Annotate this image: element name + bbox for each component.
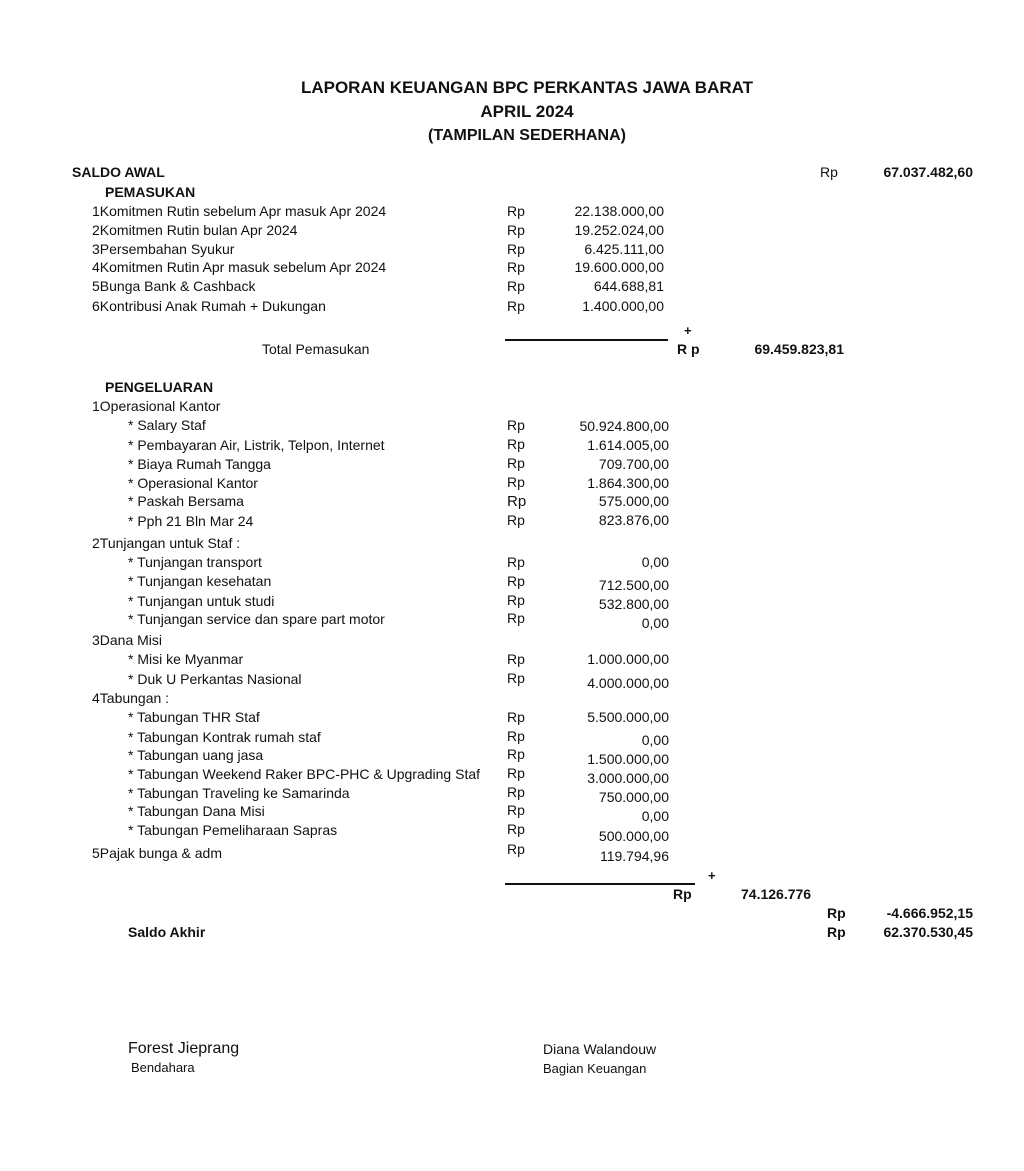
pengeluaran-currency: Rp — [507, 573, 525, 589]
signature-name: Diana Walandouw — [543, 1041, 657, 1057]
pemasukan-label: 5Bunga Bank & Cashback — [92, 278, 256, 294]
pemasukan-amount: 19.252.024,00 — [574, 222, 664, 238]
pengeluaran-label: * Salary Staf — [128, 417, 206, 433]
pengeluaran-amount: 0,00 — [641, 732, 669, 748]
saldo-akhir-label: Saldo Akhir — [128, 924, 206, 940]
selisih-currency: Rp — [827, 905, 846, 921]
pengeluaran-currency: Rp — [507, 802, 525, 818]
pengeluaran-label: * Operasional Kantor — [128, 475, 258, 491]
signature-role: Bagian Keuangan — [543, 1061, 647, 1076]
total-pengeluaran-amount: 74.126.776 — [741, 886, 812, 902]
pengeluaran-label: * Tunjangan transport — [128, 554, 262, 570]
pemasukan-label: 3Persembahan Syukur — [92, 241, 235, 257]
pengeluaran-amount: 5.500.000,00 — [587, 709, 669, 725]
pengeluaran-currency: Rp — [507, 455, 525, 471]
signature-role: Bendahara — [131, 1060, 195, 1075]
pengeluaran-group-label: 3Dana Misi — [92, 632, 163, 648]
pengeluaran-amount: 1.614.005,00 — [587, 437, 669, 453]
pengeluaran-currency: Rp — [507, 841, 525, 857]
pengeluaran-amount: 709.700,00 — [598, 456, 669, 472]
pemasukan-currency: Rp — [507, 222, 525, 238]
pengeluaran-currency: Rp — [507, 728, 525, 744]
pengeluaran-group-label: 4Tabungan : — [92, 690, 170, 706]
pengeluaran-currency: Rp — [507, 493, 527, 510]
pengeluaran-label: * Misi ke Myanmar — [128, 651, 244, 667]
report-subtitle: (TAMPILAN SEDERHANA) — [428, 127, 626, 144]
pengeluaran-group-label: 5Pajak bunga & adm — [92, 845, 222, 861]
report-title: LAPORAN KEUANGAN BPC PERKANTAS JAWA BARAT — [300, 78, 754, 97]
pengeluaran-label: * Duk U Perkantas Nasional — [128, 671, 302, 687]
pengeluaran-label: * Tabungan Pemeliharaan Sapras — [128, 822, 338, 838]
pemasukan-label: 1Komitmen Rutin sebelum Apr masuk Apr 2024 — [92, 203, 387, 219]
pengeluaran-amount: 1.500.000,00 — [587, 751, 669, 767]
pengeluaran-amount: 823.876,00 — [598, 512, 669, 528]
pengeluaran-amount: 0,00 — [641, 554, 669, 570]
pengeluaran-heading: PENGELUARAN — [105, 379, 214, 395]
saldo-akhir-amount: 62.370.530,45 — [883, 924, 973, 940]
pengeluaran-label: * Tabungan Traveling ke Samarinda — [128, 785, 350, 801]
pemasukan-plus-sign: + — [684, 323, 692, 338]
saldo-awal-currency: Rp — [820, 164, 838, 180]
pemasukan-label: 2Komitmen Rutin bulan Apr 2024 — [92, 222, 298, 238]
pengeluaran-currency: Rp — [507, 417, 525, 433]
pengeluaran-currency: Rp — [507, 765, 525, 781]
pengeluaran-amount: 575.000,00 — [598, 493, 669, 509]
pengeluaran-label: * Biaya Rumah Tangga — [128, 456, 271, 472]
pengeluaran-label: * Paskah Bersama — [128, 493, 244, 509]
pengeluaran-amount: 0,00 — [641, 615, 669, 631]
pengeluaran-currency: Rp — [507, 512, 525, 528]
pemasukan-heading: PEMASUKAN — [105, 184, 196, 200]
pengeluaran-label: * Tabungan Weekend Raker BPC-PHC & Upgrading Staf — [128, 766, 481, 782]
pemasukan-currency: Rp — [507, 278, 525, 294]
pengeluaran-label: * Tunjangan untuk studi — [128, 593, 275, 609]
pengeluaran-amount: 500.000,00 — [598, 828, 669, 844]
pengeluaran-currency: Rp — [507, 436, 525, 452]
pengeluaran-label: * Tunjangan kesehatan — [128, 573, 272, 589]
pengeluaran-amount: 1.864.300,00 — [587, 475, 669, 491]
saldo-awal-label: SALDO AWAL — [72, 164, 165, 180]
pengeluaran-amount: 4.000.000,00 — [587, 675, 669, 691]
pemasukan-amount: 1.400.000,00 — [582, 298, 664, 314]
pemasukan-label: 6Kontribusi Anak Rumah + Dukungan — [92, 298, 326, 314]
pengeluaran-label: * Pph 21 Bln Mar 24 — [128, 513, 254, 529]
report-period: APRIL 2024 — [480, 102, 574, 121]
pengeluaran-amount: 0,00 — [641, 808, 669, 824]
pemasukan-amount: 644.688,81 — [593, 278, 664, 294]
pengeluaran-currency: Rp — [507, 610, 525, 626]
pemasukan-currency: Rp — [507, 259, 525, 275]
pengeluaran-label: * Tabungan THR Staf — [128, 709, 260, 725]
pemasukan-sum-line — [505, 339, 668, 341]
total-pengeluaran-currency: Rp — [673, 886, 692, 902]
pengeluaran-amount: 712.500,00 — [598, 577, 669, 593]
pengeluaran-currency: Rp — [507, 746, 525, 762]
pengeluaran-amount: 3.000.000,00 — [587, 770, 669, 786]
pengeluaran-sum-line — [505, 883, 695, 885]
pengeluaran-currency: Rp — [507, 651, 525, 667]
total-pemasukan-currency: R p — [677, 341, 700, 357]
pengeluaran-currency: Rp — [507, 784, 525, 800]
pemasukan-currency: Rp — [507, 203, 525, 219]
pengeluaran-currency: Rp — [507, 821, 525, 837]
saldo-akhir-currency: Rp — [827, 924, 846, 940]
pengeluaran-amount: 1.000.000,00 — [587, 651, 669, 667]
pengeluaran-currency: Rp — [507, 592, 525, 608]
pengeluaran-plus-sign: + — [708, 868, 716, 883]
pemasukan-label: 4Komitmen Rutin Apr masuk sebelum Apr 2024 — [92, 259, 387, 275]
pengeluaran-amount: 750.000,00 — [598, 789, 669, 805]
pemasukan-currency: Rp — [507, 241, 525, 257]
total-pemasukan-amount: 69.459.823,81 — [754, 341, 844, 357]
pengeluaran-label: * Tabungan uang jasa — [128, 747, 264, 763]
pengeluaran-label: * Tabungan Dana Misi — [128, 803, 265, 819]
pengeluaran-currency: Rp — [507, 670, 525, 686]
pengeluaran-amount: 50.924.800,00 — [579, 418, 669, 434]
pemasukan-currency: Rp — [507, 298, 525, 314]
pemasukan-amount: 19.600.000,00 — [574, 259, 664, 275]
pengeluaran-label: * Tabungan Kontrak rumah staf — [128, 729, 321, 745]
total-pemasukan-label: Total Pemasukan — [262, 341, 370, 357]
pengeluaran-group-label: 1Operasional Kantor — [92, 398, 221, 414]
pengeluaran-currency: Rp — [507, 554, 525, 570]
saldo-awal-amount: 67.037.482,60 — [883, 164, 973, 180]
pengeluaran-label: * Tunjangan service dan spare part motor — [128, 611, 385, 627]
pengeluaran-label: * Pembayaran Air, Listrik, Telpon, Internet — [128, 437, 385, 453]
pengeluaran-group-label: 2Tunjangan untuk Staf : — [92, 535, 241, 551]
pemasukan-amount: 6.425.111,00 — [584, 241, 664, 257]
pengeluaran-amount: 532.800,00 — [598, 596, 669, 612]
pemasukan-amount: 22.138.000,00 — [574, 203, 664, 219]
pengeluaran-currency: Rp — [507, 709, 525, 725]
signature-name: Forest Jieprang — [128, 1040, 240, 1057]
pengeluaran-currency: Rp — [507, 474, 525, 490]
pengeluaran-amount: 119.794,96 — [599, 848, 669, 864]
selisih-amount: -4.666.952,15 — [886, 905, 973, 921]
